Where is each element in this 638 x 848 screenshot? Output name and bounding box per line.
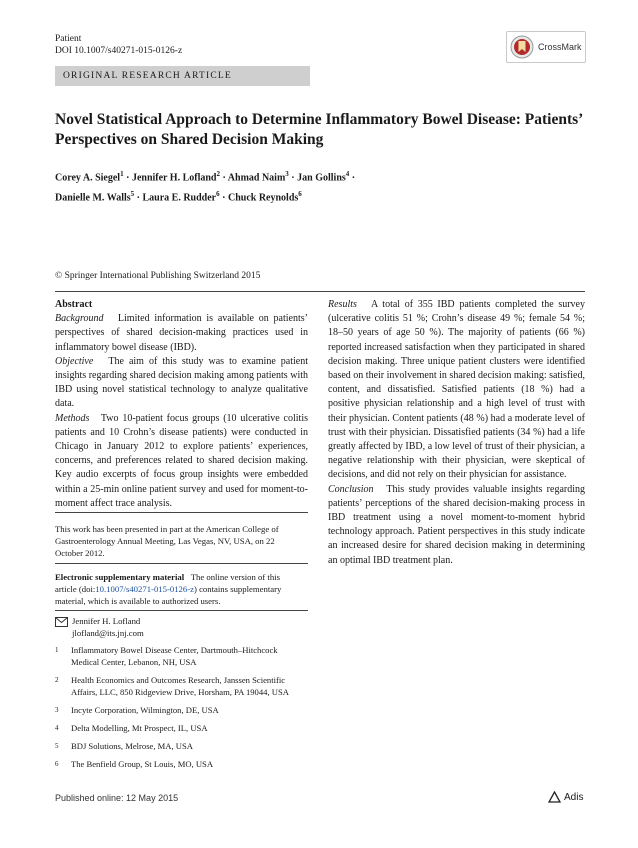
crossmark-badge[interactable] [506, 31, 586, 63]
section-label: Background [55, 313, 104, 325]
corresponding-email[interactable]: jlofland@its.jnj.com [72, 628, 144, 638]
crossmark-label: CrossMark [538, 42, 582, 52]
affiliation-item [55, 740, 303, 752]
section-text: A total of 355 IBD patients completed the survey (ulcerative colitis 51 %; Crohn’s disease 49 %; female 54 %; 18–50 years of age 50 %). The majority of patients (66 %) reported increased satisfaction when they participated in shared decision making. Three unique patient clusters were identified based on their involvement in shared decision making: satisfied, content, and dissatisfied. Satisfied patients (18 %) had a positive physician relationship and a high level of trust with their physician. Content patients (48 %) had a moderate level of trust with their physician. Dissatisfied patients (34 %) had a life greatly affected by IBD, a low level of trust of their physician, a negative relationship with their physician, were skeptical of decisions, and did not rely on their physician for assistance. [328, 299, 585, 481]
affiliation-number: 2 [55, 676, 59, 684]
publisher-name: Adis [564, 791, 584, 803]
author-affiliation-ref: 6 [298, 190, 302, 199]
author-name[interactable]: Jennifer H. Lofland [131, 172, 217, 184]
abstract-objective [55, 355, 308, 412]
publisher-logo [548, 791, 583, 803]
author-name[interactable]: Laura E. Rudder [142, 192, 217, 204]
copyright-notice: © Springer International Publishing Switzerland 2015 [55, 271, 261, 281]
affiliation-item [55, 704, 303, 716]
affiliation-text: Inflammatory Bowel Disease Center, Dartmouth–Hitchcock Medical Center, Lebanon, NH, USA [71, 645, 278, 667]
esm-label: Electronic supplementary material [55, 572, 185, 582]
affiliation-item [55, 644, 303, 668]
affiliation-number: 1 [55, 646, 59, 654]
abstract-right-column [328, 298, 585, 568]
affiliation-number: 3 [55, 706, 59, 714]
footnote-divider [55, 563, 308, 564]
journal-name: Patient [55, 34, 82, 44]
author-affiliation-ref: 1 [120, 170, 124, 178]
article-type-band: ORIGINAL RESEARCH ARTICLE [55, 66, 310, 86]
journal-doi: DOI 10.1007/s40271-015-0126-z [55, 46, 183, 56]
affiliation-text: Incyte Corporation, Wilmington, DE, USA [71, 705, 219, 715]
published-date: Published online: 12 May 2015 [55, 793, 179, 803]
abstract-background [55, 312, 308, 355]
footnote-divider [55, 610, 308, 611]
affiliation-text: Delta Modelling, Mt Prospect, IL, USA [71, 723, 208, 733]
abstract-results [328, 298, 585, 483]
author-affiliation-ref: 2 [216, 170, 220, 178]
footnote-divider [55, 512, 308, 513]
article-title: Novel Statistical Approach to Determine Inflammatory Bowel Disease: Patients’ Perspectives on Shared Decision Making [55, 111, 583, 148]
affiliation-text: Health Economics and Outcomes Research, Janssen Scientific Affairs, LLC, 850 Ridgeview Drive, Horsham, PA 19044, USA [71, 675, 289, 697]
journal-header [55, 33, 182, 57]
section-text: Two 10-patient focus groups (10 ulcerative colitis patients and 10 Crohn’s disease patients) were conducted in Chicago in January 2012 to explore patients’ experiences, concerns, and preferences related to shared decision making. Key audio excerpts of focus group insights were embedded within a 25-min online patient survey and used for moment-to-moment affect trace analysis. [55, 412, 309, 509]
esm-text: The online version of this article (doi: [55, 572, 280, 594]
esm-text: ) contains supplementary material, which is available to authorized users. [55, 584, 282, 606]
abstract-methods [55, 412, 308, 511]
esm-note [55, 571, 303, 607]
author-name[interactable]: Danielle M. Walls [55, 192, 131, 204]
presented-note: This work has been presented in part at the American College of Gastroenterology Annual Meeting, Las Vegas, NV, USA, on 22 October 2012. [55, 524, 279, 558]
author-affiliation-ref: 6 [216, 190, 220, 199]
affiliation-item [55, 722, 303, 734]
divider [55, 291, 585, 292]
affiliation-number: 5 [55, 742, 59, 750]
author-name[interactable]: Jan Gollins [297, 172, 346, 184]
section-label: Objective [55, 355, 94, 367]
author-list: Corey A. Siegel$^1$ · Jennifer H. Lofland$^2$ · Ahmad Naim$^3$ · Jan Gollins$^4$ · Danielle M. Walls$^5$ · Laura E. Rudder$^6$ · Chuck Reynolds$^6$ [55, 170, 356, 204]
section-text: This study provides valuable insights regarding patients’ perceptions of the shared decision-making process in IBD treatment using a novel moment-to-moment hybrid technology approach. Patient perspectives in this study indicate an increased desire for shared decision making in determining an optimal IBD treatment plan. [328, 483, 585, 566]
esm-doi-link[interactable]: 10.1007/s40271-015-0126-z [95, 584, 194, 594]
author-affiliation-ref: 5 [130, 190, 135, 199]
corresponding-author: Jennifer H. Lofland [72, 616, 141, 626]
correspondence [55, 615, 303, 639]
affiliation-text: The Benfield Group, St Louis, MO, USA [71, 759, 214, 769]
section-label: Conclusion [328, 483, 374, 495]
section-text: Limited information is available on patients’ perspectives of shared decision-making practices used in inflammatory bowel disease (IBD). [55, 313, 308, 353]
affiliation-number: 4 [55, 724, 59, 732]
author-name[interactable]: Ahmad Naim [227, 172, 286, 184]
abstract-left-column [55, 298, 308, 511]
affiliation-text: BDJ Solutions, Melrose, MA, USA [71, 741, 193, 751]
abstract-conclusion [328, 483, 585, 568]
affiliation-list [55, 644, 303, 776]
abstract-heading: Abstract [55, 299, 93, 310]
affiliation-item [55, 758, 303, 770]
adis-triangle-icon [548, 791, 561, 803]
section-text: The aim of this study was to examine patient insights regarding shared decision making among patients with IBD using novel statistical technology to analyze qualitative data. [55, 355, 308, 410]
crossmark-icon [510, 35, 534, 59]
affiliation-item [55, 674, 303, 698]
section-label: Results [328, 299, 357, 310]
author-affiliation-ref: 4 [345, 170, 350, 178]
author-affiliation-ref: 3 [285, 170, 289, 178]
section-label: Methods [55, 412, 90, 424]
affiliation-number: 6 [55, 760, 59, 768]
envelope-icon [55, 617, 68, 627]
author-name[interactable]: Corey A. Siegel [55, 172, 121, 184]
author-name[interactable]: Chuck Reynolds [227, 192, 299, 204]
